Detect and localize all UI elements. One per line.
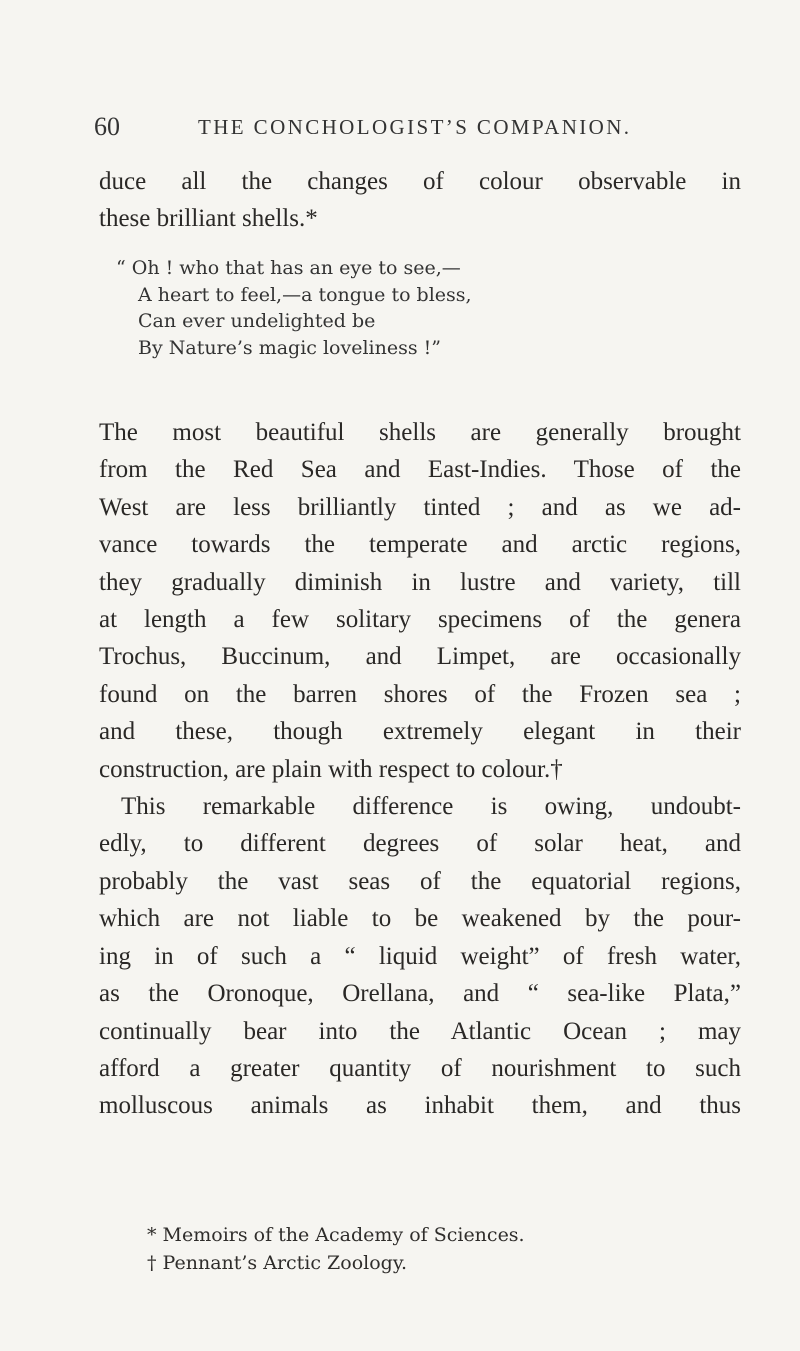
text-line: afford a greater quantity of nourishment to such bbox=[99, 1054, 741, 1082]
text-line: West are less brilliantly tinted ; and as we ad- bbox=[99, 493, 741, 521]
text-line: from the Red Sea and East-Indies. Those of the bbox=[99, 456, 741, 484]
text-line: at length a few solitary specimens of the genera bbox=[99, 606, 741, 634]
text-line: molluscous animals as inhabit them, and thus bbox=[99, 1092, 741, 1120]
text-line: The most beautiful shells are generally brought bbox=[99, 419, 741, 446]
poem-line: A heart to feel,—a tongue to bless, bbox=[138, 283, 472, 306]
running-title: THE CONCHOLOGIST’S COMPANION. bbox=[198, 115, 632, 139]
text-line: Trochus, Buccinum, and Limpet, are occasionally bbox=[99, 643, 741, 671]
text-line: vance towards the temperate and arctic regions, bbox=[99, 531, 741, 559]
paragraph bbox=[99, 414, 741, 788]
text-line: probably the vast seas of the equatorial regions, bbox=[99, 867, 741, 895]
paragraph bbox=[99, 788, 741, 1125]
footnote: † Pennant’s Arctic Zoology. bbox=[147, 1252, 408, 1274]
text-line: duce all the changes of colour observable in bbox=[99, 168, 741, 195]
body-text bbox=[99, 414, 741, 1125]
poem-line: Can ever undelighted be bbox=[138, 310, 376, 332]
text-line: these brilliant shells.* bbox=[99, 205, 318, 233]
poem-line: “ Oh ! who that has an eye to see,— bbox=[116, 257, 461, 279]
text-line: ing in of such a “ liquid weight” of fresh water, bbox=[99, 942, 741, 970]
text-line: construction, are plain with respect to colour.† bbox=[99, 755, 563, 783]
footnote: * Memoirs of the Academy of Sciences. bbox=[147, 1224, 525, 1246]
text-line: This remarkable difference is owing, undoubt- bbox=[121, 793, 741, 821]
page-number: 60 bbox=[94, 112, 120, 141]
text-line: as the Oronoque, Orellana, and “ sea-like Plata,” bbox=[99, 980, 741, 1008]
footnotes bbox=[147, 1221, 707, 1277]
text-line: and these, though extremely elegant in their bbox=[99, 718, 741, 746]
poem-line: By Nature’s magic loveliness !” bbox=[138, 336, 441, 359]
page-header bbox=[94, 112, 734, 152]
opening-text bbox=[99, 163, 741, 238]
poem-quotation bbox=[116, 255, 698, 361]
text-line: they gradually diminish in lustre and variety, till bbox=[99, 568, 741, 596]
text-line: found on the barren shores of the Frozen sea ; bbox=[99, 680, 741, 708]
text-line: edly, to different degrees of solar heat, and bbox=[99, 830, 741, 858]
text-line: continually bear into the Atlantic Ocean ; may bbox=[99, 1017, 741, 1045]
text-line: which are not liable to be weakened by the pour- bbox=[99, 905, 741, 933]
